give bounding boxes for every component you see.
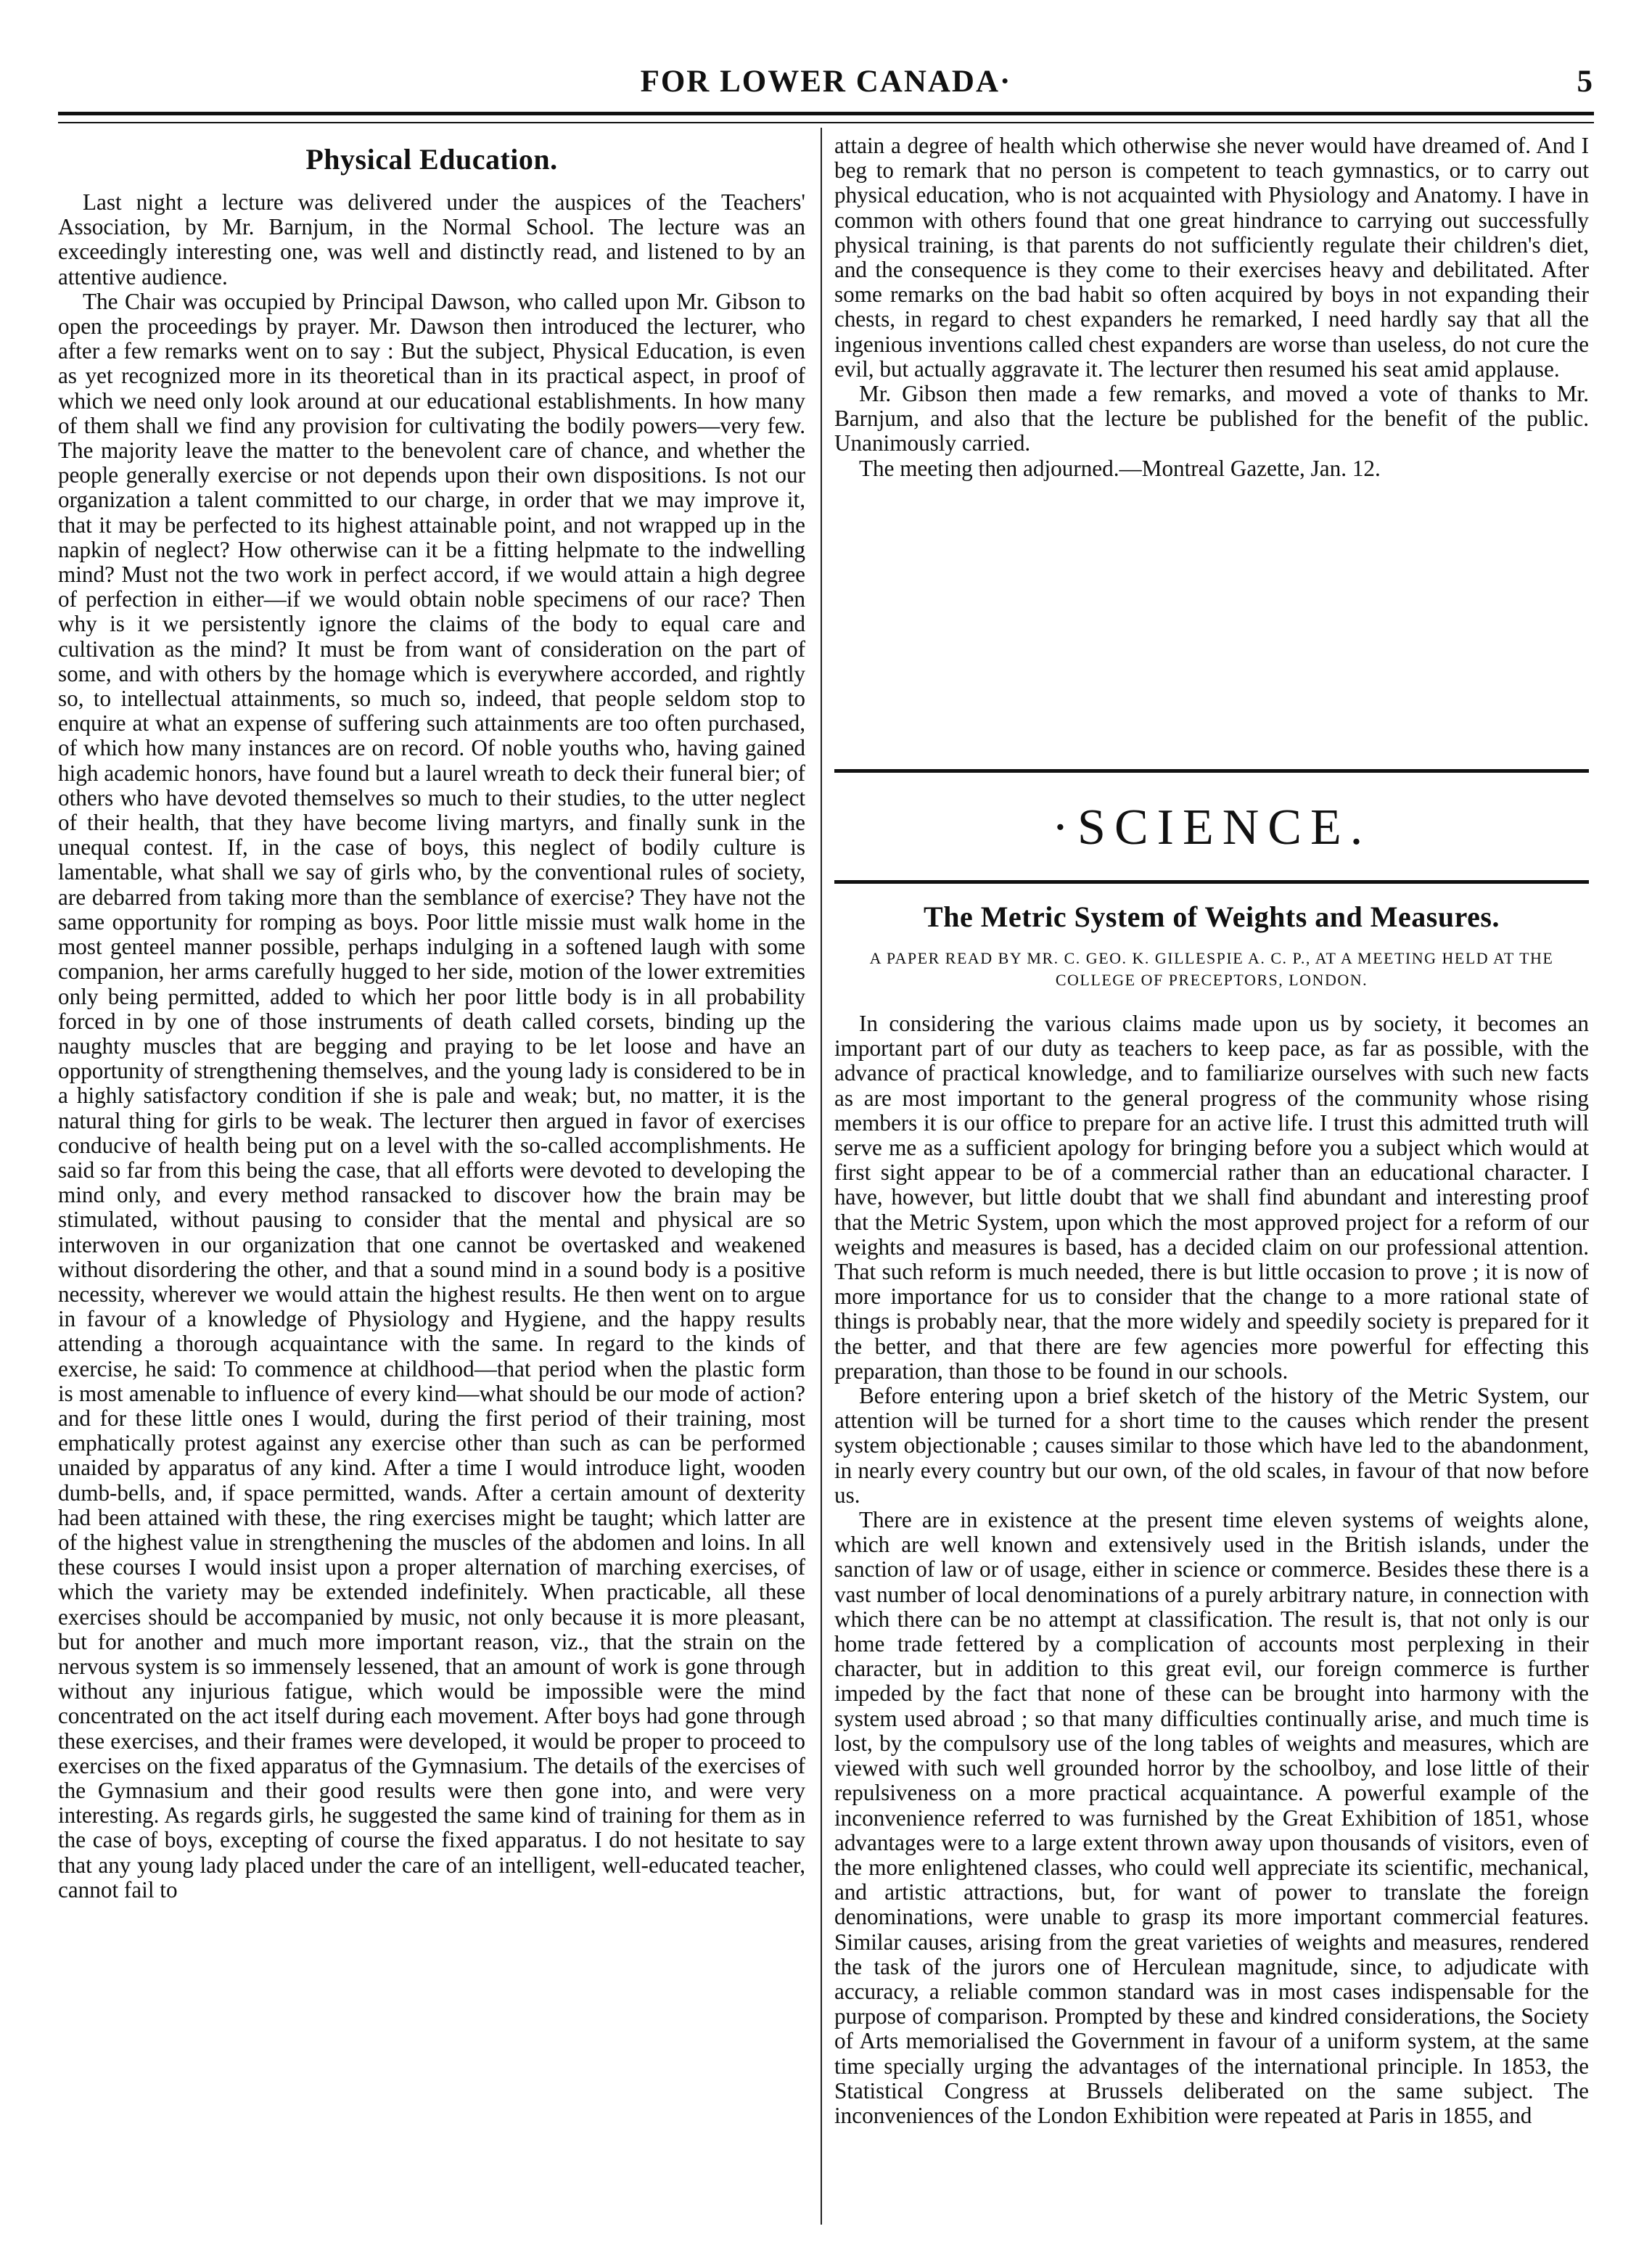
section-rule — [834, 769, 1589, 773]
article-paragraph: In considering the various claims made upon us by society, it becomes an important part of our duty as teachers to keep pace, as far as possible, with the advance of practical knowledge, and to familiarize ourselves with such new facts as are most important to the general progress of the community whose rising members it is our office to prepare for an active life. I trust this admitted truth will serve me as a sufficient apology for bringing before you a subject which would at first sight appear to be of a commercial rather than an educational character. I have, however, but little doubt that we shall find abundant and interesting proof that the Metric System, upon which the most approved project for a reform of our weights and measures is based, has a decided claim on our professional attention. That such reform is much needed, there is but little occasion to prove ; it is now of more importance for us to consider that the change to a more rational state of things is probably near, that the more widely and speedily society is prepared for it the better, and that there are few agencies more powerful for effecting this preparation, than those to be found in our schools. — [834, 1011, 1589, 1384]
article-paragraph: The meeting then adjourned.—Montreal Gazette, Jan. 12. — [859, 455, 1381, 481]
article-title-physical-education: Physical Education. — [305, 143, 558, 176]
article-paragraph: There are in existence at the present time eleven systems of weights alone, which are well known and extensively used in the British islands, under the sanction of law or of usage, either in science or commerce. Besides these there is a vast number of local denominations of a purely arbitrary nature, in connection with which there can be no attempt at classification. The result is, that not only is our home trade fettered by a complication of accounts most perplexing in their character, but in addition to this great evil, our foreign commerce is further impeded by the fact that none of these can be brought into harmony with the system used abroad ; so that many difficulties continually arise, and much time is lost, by the compulsory use of the long tables of weights and measures, which are viewed with such well grounded horror by the schoolboy, and lose little of their repulsiveness on a more practical acquaintance. A powerful example of the inconvenience referred to was furnished by the Great Exhibition of 1851, whose advantages were to a large extent thrown away upon thousands of visitors, even of the more enlightened classes, who could well appreciate its scientific, mechanical, and artistic attractions, but, for want of power to translate the foreign denominations, were unable to grasp its more important commercial features. Similar causes, arising from the great varieties of weights and measures, rendered the task of the jurors one of Herculean magnitude, since, to adjudicate with accuracy, a reliable common standard was in most cases indispensable for the purpose of comparison. Prompted by these and kindred considerations, the Society of Arts memorialised the Government in favour of a uniform system, at the same time specially urging the advantages of the international principle. In 1853, the Statistical Congress at Brussels deliberated on the same subject. The inconveniences of the London Exhibition were repeated at Paris in 1855, and — [834, 1507, 1589, 2128]
right-column-science — [834, 769, 1589, 2128]
article-paragraph: Last night a lecture was delivered under the auspices of the Teachers' Association, by Mr. Barnjum, in the Normal School. The lecture was an exceedingly interesting one, was well and distinctly read, and listened to by an attentive audience. — [58, 189, 805, 290]
article-title-metric-system: The Metric System of Weights and Measures. — [924, 900, 1500, 933]
article-paragraph: attain a degree of health which otherwise she never would have dreamed of. And I beg to remark that no person is competent to teach gymnastics, or to carry out physical education, who is not acquainted with Physiology and Anatomy. I have in common with others found that one great hindrance to carrying out successfully physical training, is that parents do not sufficiently regulate their children's diet, and the consequence is they come to their exercises heavy and debilitated. After some remarks on the bad habit so often acquired by boys in not expanding their chests, in regard to chest expanders he remarked, I need hardly say that all the ingenious inventions called chest expanders are worse than useless, do not cure the evil, but actually aggravate it. The lecturer then resumed his seat amid applause. — [834, 133, 1589, 382]
section-heading-science: ·SCIENCE. — [1051, 800, 1372, 855]
article-byline: A PAPER READ BY MR. C. GEO. K. GILLESPIE A. C. P., AT A MEETING HELD AT THE COLLEGE OF PRECEPTORS, LONDON. — [869, 949, 1554, 989]
header-rule-thick — [58, 112, 1594, 115]
right-column-top — [834, 134, 1589, 481]
running-head — [0, 64, 1652, 107]
article-paragraph: The Chair was occupied by Principal Dawson, who called upon Mr. Gibson to open the proceedings by prayer. Mr. Dawson then introduced the lecturer, who after a few remarks went on to say : But the subject, Physical Education, is even as yet recognized more in its theoretical than in its practical aspect, in proof of which we need only look around at our educational establishments. In how many of them shall we find any provision for cultivating the bodily powers—very few. The majority leave the matter to the benevolent care of chance, and whether the people generally exercise or not depends upon their own dispositions. Is not our organization a talent committed to our charge, in order that we may improve it, that it may be perfected to its highest attainable point, and not wrapped up in the napkin of neglect? How otherwise can it be a fitting helpmate to the indwelling mind? Must not the two work in perfect accord, if we would attain a high degree of perfection in either—if we would obtain noble specimens of our race? Then why is it we persistently ignore the claims of the body to equal care and cultivation as the mind? It must be from want of consideration on the part of some, and with others by the homage which is everywhere accorded, and rightly so, to intellectual attainments, so much so, indeed, that people seldom stop to enquire at what an expense of suffering such attainments are too often purchased, of which how many instances are on record. Of noble youths who, having gained high academic honors, have found but a laurel wreath to deck their funeral bier; of others who have devoted themselves so much to their studies, to the utter neglect of their health, that they have become living martyrs, and finally sunk in the unequal contest. If, in the case of boys, this neglect of bodily culture is lamentable, what shall we say of girls who, by the conventional rules of society, are debarred from taking more than the semblance of exercise? They have not the same opportunity for romping as boys. Poor little missie must walk home in the most genteel manner possible, perhaps indulging in a softened laugh with some companion, her arms carefully hugged to her side, motion of the lower extremities only being permitted, added to which her poor little body is in all probability forced in by one of those instruments of death called corsets, binding up the naughty muscles that are begging and praying to be let loose and have an opportunity of strengthening themselves, and the young lady is considered to be in a highly satisfactory condition if she is pale and weak; but, no matter, it is the natural thing for girls to be weak. The lecturer then argued in favor of exercises conducive of health being put on a level with the so-called accomplishments. He said so far from this being the case, that all efforts were devoted to developing the mind only, and every method ransacked to discover how the brain may be stimulated, without pausing to consider that the mental and physical are so interwoven in our organization that one cannot be overtasked and weakened without disordering the other, and that a sound mind in a sound body is a positive necessity, wherever we would attain the highest results. He then went on to argue in favour of a knowledge of Physiology and Hygiene, and the happy results attending a thorough acquaintance with the same. In regard to the kinds of exercise, he said: To commence at childhood—that period when the plastic form is most amenable to influence of every kind—what should be our mode of action? and for these little ones I would, during the first period of their training, most emphatically protest against any exercise other than such as can be performed unaided by apparatus of any kind. After a time I would introduce light, wooden dumb-bells, and, if space permitted, wands. After a certain amount of dexterity had been attained with these, the ring exercises might be taught; which latter are of the highest value in strengthening the muscles of the abdomen and loins. In all these courses I would insist upon a proper alternation of marching exercises, of which the variety may be extended indefinitely. When practicable, all these exercises should be accompanied by music, not only because it is more pleasant, but for another and much more important reason, viz., that the strain on the nervous system is so immensely lessened, that an amount of work is gone through without any injurious fatigue, which would be impossible were the mind concentrated on the act itself during each movement. After boys had gone through these exercises, and their frames were developed, it would be proper to proceed to exercises on the fixed apparatus of the Gymnasium. The details of the exercises of the Gymnasium and their good results were then gone into, and were very interesting. As regards girls, he suggested the same kind of training for them as in the case of boys, excepting of course the fixed apparatus. I do not hesitate to say that any young lady placed under the care of an intelligent, well-educated teacher, cannot fail to — [58, 288, 805, 1902]
page-number: 5 — [1577, 65, 1593, 99]
header-rule-thin — [58, 122, 1594, 123]
column-divider — [821, 128, 822, 2225]
running-title: FOR LOWER CANADA· — [640, 65, 1012, 99]
left-column — [58, 134, 805, 1902]
article-paragraph: Before entering upon a brief sketch of the history of the Metric System, our attention will be turned for a short time to the causes which render the present system objectionable ; causes similar to those which have led to the abandonment, in nearly every country but our own, of the old scales, in favour of that now before us. — [834, 1383, 1589, 1508]
article-paragraph: Mr. Gibson then made a few remarks, and moved a vote of thanks to Mr. Barnjum, and also that the lecture be published for the benefit of the public. Unanimously carried. — [834, 381, 1589, 456]
